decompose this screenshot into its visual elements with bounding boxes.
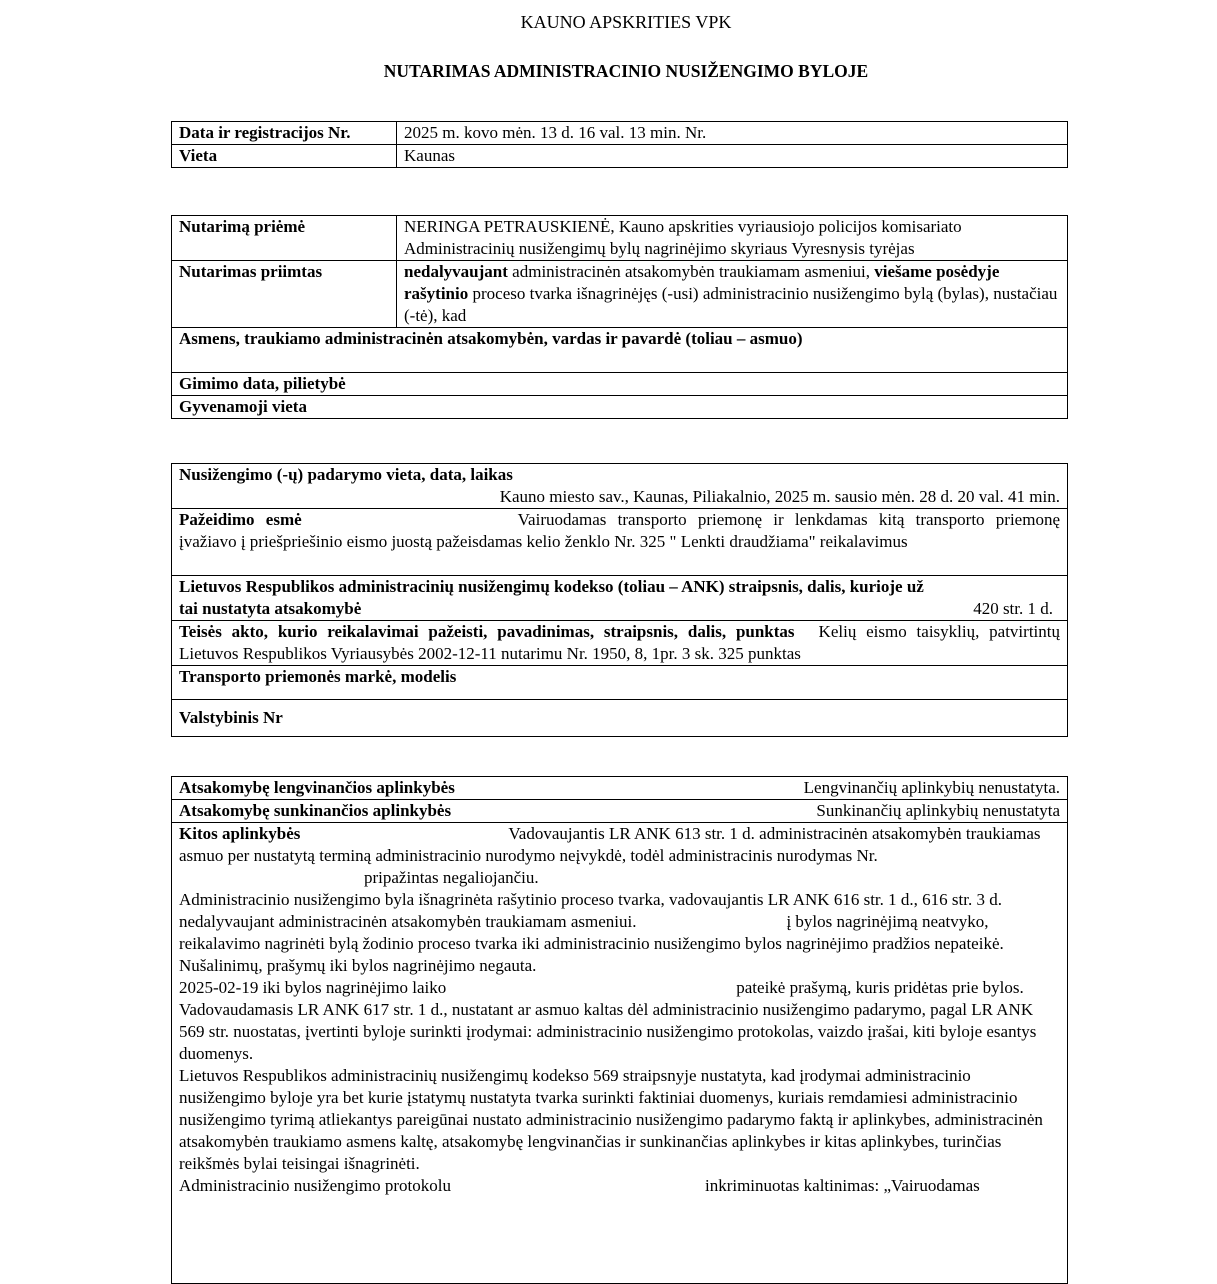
adopted-text-2: proceso tvarka išnagrinėjęs (-usi) administracinio nusižengimo bylą (bylas), nustačiau (-tė), kad bbox=[404, 284, 1058, 325]
essence-label: Pažeidimo esmė bbox=[179, 510, 302, 529]
essence-cell bbox=[172, 509, 1068, 576]
offense-place-cell bbox=[172, 464, 1068, 509]
essence-value: Vairuodamas transporto priemonę ir lenkdamas kitą transporto priemonę įvažiavo į priešpriešinio eismo juostą pažeisdamas kelio ženklo Nr. 325 " Lenkti draudžiama" reikalavimus bbox=[179, 510, 1060, 551]
other-paragraph-6: Administracinio nusižengimo protokolu inkriminuotas kaltinimas: „Vairuodamas bbox=[179, 1176, 980, 1195]
registration-table bbox=[171, 121, 1068, 168]
other-paragraph-3: 2025-02-19 iki bylos nagrinėjimo laiko pateikė prašymą, kuris pridėtas prie bylos. bbox=[179, 978, 1024, 997]
date-label: Data ir registracijos Nr. bbox=[172, 122, 397, 145]
ank-label: Lietuvos Respublikos administracinių nusižengimų kodekso (toliau – ANK) straipsnis, dalis, kurioje už tai nustatyta atsakomybė bbox=[179, 577, 924, 618]
table-row bbox=[172, 509, 1068, 576]
table-row bbox=[172, 666, 1068, 700]
vehicle-label: Transporto priemonės markė, modelis bbox=[172, 666, 1068, 700]
other-paragraph-2: Administracinio nusižengimo byla išnagrinėta rašytinio proceso tvarka, vadovaujantis LR ANK 616 str. 1 d., 616 str. 3 d. nedalyvaujant administracinėn atsakomybėn traukiamam asmeniui. į bylos nagrinėjimą neatvyko, reikalavimo nagrinėti bylą žodinio proceso tvarka iki administracinio nusižengimo bylos nagrinėjimo pradžios nepateikė. Nušalinimų, prašymų iki bylos nagrinėjimo negauta. bbox=[179, 890, 1004, 975]
table-row bbox=[172, 373, 1068, 396]
adopted-bold-1: nedalyvaujant bbox=[404, 262, 508, 281]
adopted-value bbox=[397, 261, 1068, 328]
table-row bbox=[172, 122, 1068, 145]
place-label: Vieta bbox=[172, 145, 397, 168]
mitigating-label: Atsakomybę lengvinančios aplinkybės bbox=[179, 778, 455, 797]
table-row bbox=[172, 216, 1068, 261]
organization-header: KAUNO APSKRITIES VPK bbox=[520, 12, 732, 32]
circumstances-table bbox=[171, 776, 1068, 1284]
accepted-by-value: NERINGA PETRAUSKIENĖ, Kauno apskrities vyriausiojo policijos komisariato Administracinių nusižengimų bylų nagrinėjimo skyriaus Vyresnysis tyrėjas bbox=[397, 216, 1068, 261]
table-row bbox=[172, 823, 1068, 1284]
other-paragraph-5: Lietuvos Respublikos administracinių nusižengimų kodekso 569 straipsnyje nustatyta, kad įrodymai administracinio nusižengimo byloje yra bet kurie įstatymų nustatyta tvarka surinkti faktiniai duomenys, kuriais remdamiesi administracinio nusižengimo tyrimą atliekantys pareigūnai nustato administracinio nusižengimo padarymo faktą ir aplinkybes, administracinėn atsakomybėn traukiamo asmens kaltę, atsakomybę lengvinančias ir sunkinančias aplinkybes ir kitas aplinkybes, turinčias reikšmės bylai teisingai išnagrinėti. bbox=[179, 1066, 1043, 1173]
mitigating-cell bbox=[172, 777, 1068, 800]
law-value: Kelių eismo taisyklių, patvirtintų Lietuvos Respublikos Vyriausybės 2002-12-11 nutarimu Nr. 1950, 8, 1pr. 3 sk. 325 punktas bbox=[179, 622, 1060, 663]
table-row bbox=[172, 396, 1068, 419]
table-row bbox=[172, 328, 1068, 373]
table-row bbox=[172, 464, 1068, 509]
accepted-by-label: Nutarimą priėmė bbox=[172, 216, 397, 261]
aggravating-value: Sunkinančių aplinkybių nenustatyta bbox=[816, 801, 1060, 820]
ank-value: 420 str. 1 d. bbox=[973, 599, 1053, 618]
other-circumstances-cell bbox=[172, 823, 1068, 1284]
offense-table bbox=[171, 463, 1068, 737]
offense-place-value: Kauno miesto sav., Kaunas, Piliakalnio, 2025 m. sausio mėn. 28 d. 20 val. 41 min. bbox=[499, 487, 1060, 506]
offense-place-label: Nusižengimo (-ų) padarymo vieta, data, laikas bbox=[179, 465, 513, 484]
mitigating-value: Lengvinančių aplinkybių nenustatyta. bbox=[803, 778, 1060, 797]
other-label: Kitos aplinkybės bbox=[179, 824, 301, 843]
other-paragraph-4: Vadovaudamasis LR ANK 617 str. 1 d., nustatant ar asmuo kaltas dėl administracinio nusižengimo padarymo, pagal LR ANK 569 str. nuostatas, įvertinti byloje surinkti įrodymai: administracinio nusižengimo protokolas, vaizdo įrašai, kiti byloje esantys duomenys. bbox=[179, 1000, 1037, 1063]
table-row bbox=[172, 777, 1068, 800]
table-row bbox=[172, 621, 1068, 666]
table-row bbox=[172, 261, 1068, 328]
birth-date-label: Gimimo data, pilietybė bbox=[172, 373, 1068, 396]
other-paragraph-1: Kitos aplinkybės Vadovaujantis LR ANK 613 str. 1 d. administracinėn atsakomybėn traukiamas asmuo per nustatytą terminą administracinio nurodymo neįvykdė, todėl administracinis nurodymas Nr.pripažintas negaliojančiu. bbox=[179, 824, 1041, 887]
law-label: Teisės akto, kurio reikalavimai pažeisti, pavadinimas, straipsnis, dalis, punktas bbox=[179, 622, 795, 641]
table-row bbox=[172, 576, 1068, 621]
adopted-text-1: administracinėn atsakomybėn traukiamam asmeniui, bbox=[507, 262, 875, 281]
document-title: NUTARIMAS ADMINISTRACINIO NUSIŽENGIMO BYLOJE bbox=[383, 61, 869, 81]
residence-label: Gyvenamoji vieta bbox=[172, 396, 1068, 419]
ank-cell bbox=[172, 576, 1068, 621]
table-row bbox=[172, 700, 1068, 737]
person-name-label: Asmens, traukiamo administracinėn atsakomybėn, vardas ir pavardė (toliau – asmuo) bbox=[172, 328, 1068, 373]
aggravating-label: Atsakomybę sunkinančios aplinkybės bbox=[179, 801, 452, 820]
aggravating-cell bbox=[172, 800, 1068, 823]
adopted-bold-2: viešame posėdyje rašytinio bbox=[404, 262, 1000, 303]
table-row bbox=[172, 800, 1068, 823]
decision-table bbox=[171, 215, 1068, 419]
law-cell bbox=[172, 621, 1068, 666]
date-value: 2025 m. kovo mėn. 13 d. 16 val. 13 min. Nr. bbox=[397, 122, 1068, 145]
adopted-label: Nutarimas priimtas bbox=[172, 261, 397, 328]
plate-label: Valstybinis Nr bbox=[172, 700, 1068, 737]
table-row bbox=[172, 145, 1068, 168]
place-value: Kaunas bbox=[397, 145, 1068, 168]
